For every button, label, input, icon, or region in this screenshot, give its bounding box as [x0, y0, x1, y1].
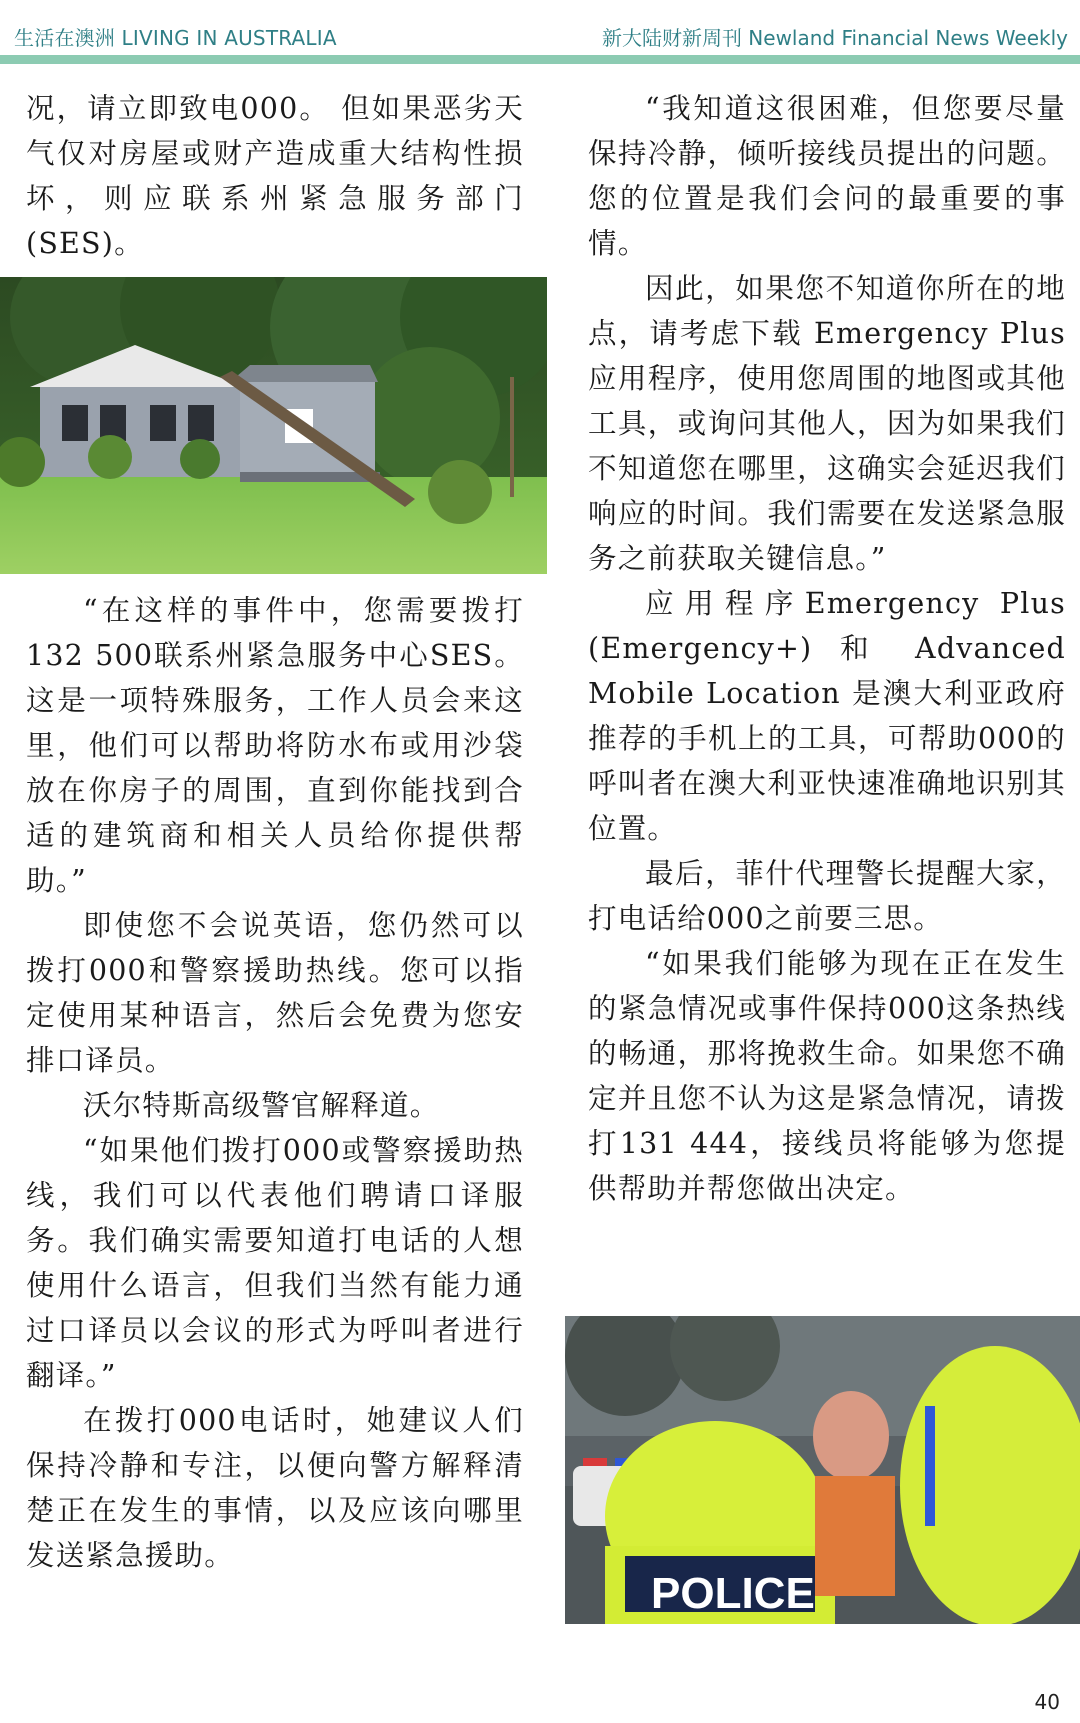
header-divider: [0, 55, 1080, 64]
paragraph: 沃尔特斯高级警官解释道。: [83, 1089, 440, 1122]
paragraph: “我知道这很困难，但您要尽量保持冷静，倾听接线员提出的问题。您的位置是我们会问的最重要的事情。: [588, 92, 1066, 260]
police-flood-photo: [565, 1316, 1080, 1624]
publication-title: 新大陆财新周刊 Newland Financial News Weekly: [601, 26, 1068, 50]
paragraph: 因此，如果您不知道你所在的地点，请考虑下载 Emergency Plus 应用程序，使用您周围的地图或其他工具，或询问其他人，因为如果我们不知道您在哪里，这确实会延迟我们响应的时间。我们需要在发送紧急服务之前获取关键信息。”: [588, 272, 1066, 575]
article-right-column: [588, 86, 1066, 1211]
paragraph: 在拨打000电话时，她建议人们保持冷静和专注，以便向警方解释清楚正在发生的事情，以及应该向哪里发送紧急援助。: [26, 1404, 524, 1572]
paragraph: 最后，菲什代理警长提醒大家，打电话给000之前要三思。: [588, 857, 1066, 935]
page-header: [0, 0, 1080, 60]
page-number: 40: [1034, 1690, 1060, 1714]
paragraph: 况，请立即致电000。 但如果恶劣天气仅对房屋或财产造成重大结构性损坏，则应联系州紧急服务部门(SES)。: [26, 92, 524, 260]
paragraph: 应用程序Emergency Plus (Emergency+) 和 Advanced Mobile Location 是澳大利亚政府推荐的手机上的工具，可帮助000的呼叫者在澳大利亚快速准确地识别其位置。: [588, 587, 1066, 845]
paragraph: 即使您不会说英语，您仍然可以拨打000和警察援助热线。您可以指定使用某种语言，然后会免费为您安排口译员。: [26, 909, 524, 1077]
paragraph: “在这样的事件中，您需要拨打132 500联系州紧急服务中心SES。这是一项特殊服务，工作人员会来这里，他们可以帮助将防水布或用沙袋放在你房子的周围，直到你能找到合适的建筑商和相关人员给你提供帮助。”: [26, 594, 524, 897]
section-title: 生活在澳洲 LIVING IN AUSTRALIA: [14, 26, 337, 50]
paragraph: “如果他们拨打000或警察援助热线，我们可以代表他们聘请口译服务。我们确实需要知道打电话的人想使用什么语言，但我们当然有能力通过口译员以会议的形式为呼叫者进行翻译。”: [26, 1134, 524, 1392]
vest-text: POLICE: [651, 1569, 815, 1618]
paragraph: “如果我们能够为现在正在发生的紧急情况或事件保持000这条热线的畅通，那将挽救生命。如果您不确定并且您不认为这是紧急情况，请拨打131 444，接线员将能够为您提供帮助并帮您做出决定。: [588, 947, 1066, 1205]
article-left-column: [26, 86, 524, 1578]
